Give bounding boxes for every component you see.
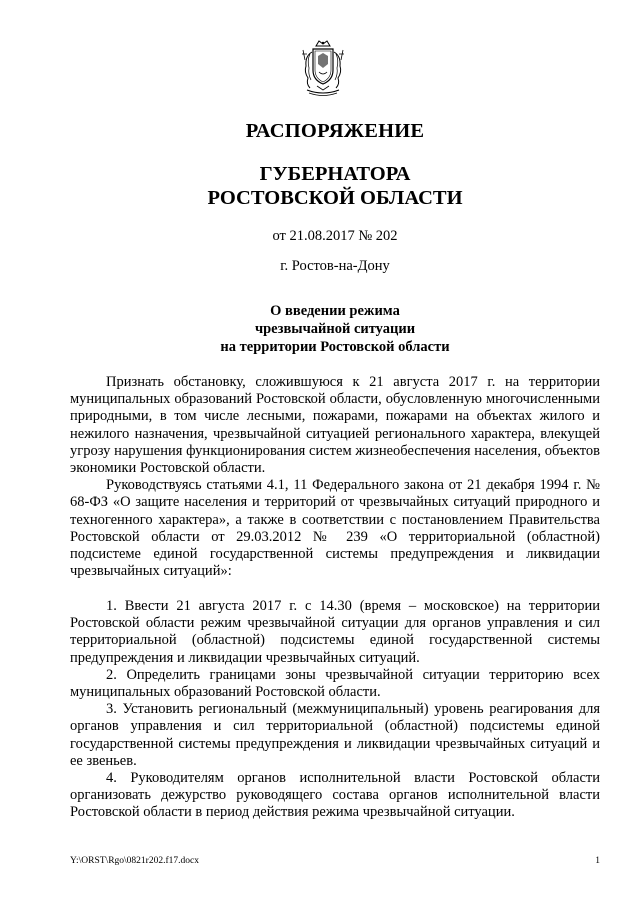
- page-number: 1: [595, 856, 600, 866]
- issuer-line-1: ГУБЕРНАТОРА: [259, 163, 411, 185]
- preamble-paragraph-1: Признать обстановку, сложившуюся к 21 августа 2017 г. на территории муниципальных образований Ростовской области, обусловленную многочисленными природными, в том числе лесными, пожарами, пожарами на объектах жилого и нежилого назначения, чрезвычайной ситуацией регионального характера, влекущей угрозу нарушения функционирования систем жизнеобеспечения населения, объектов экономики Ростовской области.: [70, 374, 600, 477]
- coat-of-arms-icon: [299, 40, 347, 98]
- order-item-2: 2. Определить границами зоны чрезвычайной ситуации территорию всех муниципальных образований Ростовской области.: [70, 666, 600, 701]
- preamble: [70, 374, 600, 580]
- document-subject: [70, 302, 600, 356]
- preamble-paragraph-2: Руководствуясь статьями 4.1, 11 Федерального закона от 21 декабря 1994 г. № 68-ФЗ «О защите населения и территорий от чрезвычайных ситуаций природного и техногенного характера», а также в соответствии с постановлением Правительства Ростовской области от 29.03.2012 № 239 «О территориальной (областной) подсистеме единой государственной системы предупреждения и ликвидации чрезвычайных ситуаций»:: [70, 477, 600, 580]
- city-line: г. Ростов-на-Дону: [280, 258, 390, 274]
- date-number-line: от 21.08.2017 № 202: [272, 228, 398, 244]
- issuer-line-2: РОСТОВСКОЙ ОБЛАСТИ: [207, 187, 463, 209]
- order-item-4: 4. Руководителям органов исполнительной власти Ростовской области организовать дежурство руководящего состава органов исполнительной власти Ростовской области в период действия режима чрезвычайной ситуации.: [70, 770, 600, 821]
- subject-line-3: на территории Ростовской области: [220, 339, 450, 355]
- subject-line-1: О введении режима: [270, 303, 400, 319]
- issuer-title: [70, 162, 600, 210]
- ordered-items: [70, 598, 600, 822]
- order-item-1: 1. Ввести 21 августа 2017 г. с 14.30 (время – московское) на территории Ростовской области режим чрезвычайной ситуации для органов управления и сил территориальной (областной) подсистемы единой государственной системы предупреждения и ликвидации чрезвычайных ситуаций.: [70, 598, 600, 666]
- file-path: Y:\ORST\Rgo\0821r202.f17.docx: [70, 856, 199, 866]
- document-type-title: РАСПОРЯЖЕНИЕ: [245, 120, 425, 142]
- order-item-3: 3. Установить региональный (межмуниципальный) уровень реагирования для органов управления и сил территориальной (областной) подсистемы единой государственной системы предупреждения и ликвидации чрезвычайных ситуаций и ее звеньев.: [70, 701, 600, 769]
- subject-line-2: чрезвычайной ситуации: [254, 321, 416, 337]
